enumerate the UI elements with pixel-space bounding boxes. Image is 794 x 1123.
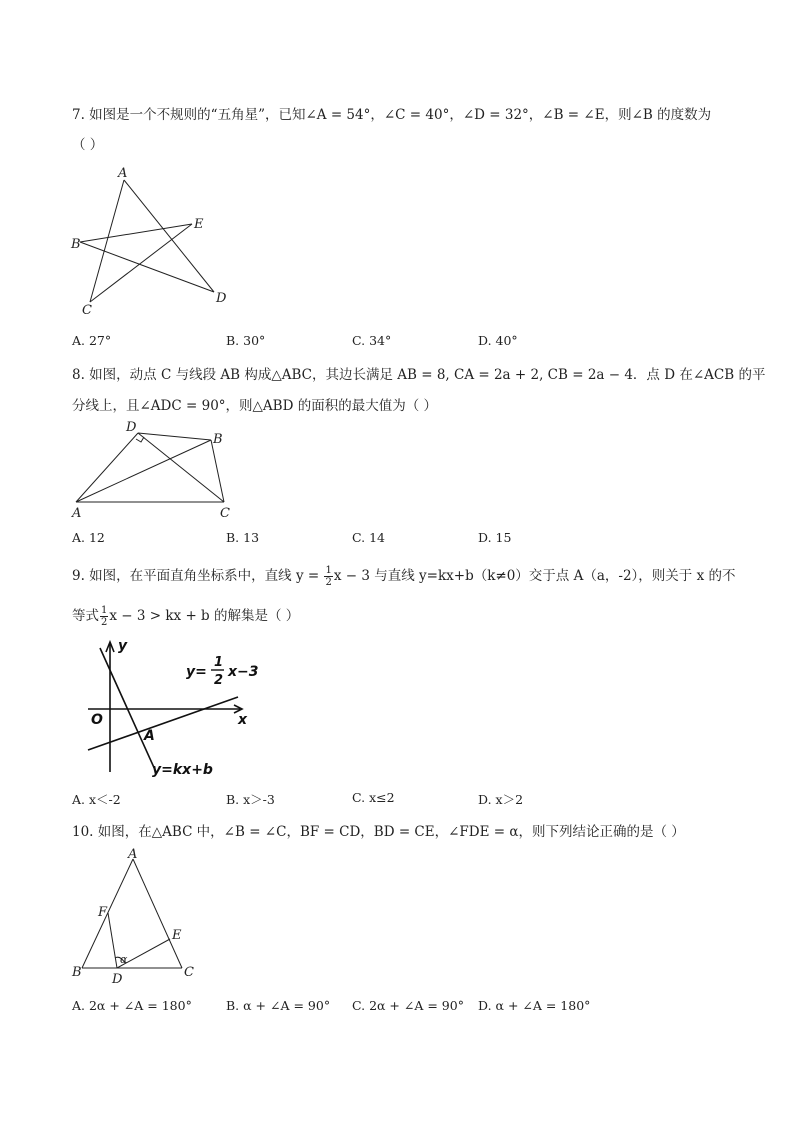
q8-stem-line2: 分线上，且∠ADC = 90°，则△ABD 的面积的最大值为（ ） <box>72 398 437 414</box>
q9-option-c[interactable]: C. x≤2 <box>352 790 395 805</box>
q10-label-b: B <box>72 965 82 980</box>
q10-label-alpha: α <box>120 953 128 966</box>
q9-label-y: y <box>118 638 128 654</box>
q9-frac-num-2: 1 <box>101 605 108 616</box>
q10-line-fd <box>108 913 117 968</box>
q10-label-e: E <box>172 928 182 943</box>
q7-label-c: C <box>82 303 92 318</box>
q7-label-a: A <box>118 166 128 181</box>
q10-label-c: C <box>184 965 194 980</box>
q8-triangle-figure <box>66 415 246 525</box>
q7-line-ac <box>90 180 124 302</box>
q10-line-ac <box>133 859 182 968</box>
q9-stem-line1-part1: 9. 如图，在平面直角坐标系中，直线 y = <box>72 568 324 584</box>
q10-label-a: A <box>128 847 138 862</box>
q9-stem-line2 <box>72 604 299 628</box>
q9-label-a: A <box>144 728 155 744</box>
q9-line-kx-b <box>100 648 156 772</box>
q8-label-b: B <box>213 432 223 447</box>
q8-option-a[interactable]: A. 12 <box>72 530 105 545</box>
q7-stem-line2: （ ） <box>72 137 104 153</box>
q9-frac-den-2: 2 <box>101 617 108 628</box>
q9-eq1-prefix: y= <box>186 664 207 680</box>
q7-star-figure <box>66 160 246 320</box>
q9-option-a[interactable]: A. x＜-2 <box>72 792 121 807</box>
q9-option-d[interactable]: D. x＞2 <box>478 792 524 807</box>
q8-label-a: A <box>72 506 82 521</box>
q9-option-b[interactable]: B. x＞-3 <box>226 792 275 807</box>
q9-coordinate-figure <box>80 632 280 782</box>
q7-stem-line1: 7. 如图是一个不规则的“五角星”，已知∠A = 54°，∠C = 40°，∠D = 32°，∠B = ∠E，则∠B 的度数为 <box>72 107 712 123</box>
q9-stem-line1 <box>72 564 736 588</box>
q10-option-b[interactable]: B. α + ∠A = 90° <box>226 998 331 1013</box>
q10-stem-line1: 10. 如图，在△ABC 中，∠B = ∠C，BF = CD，BD = CE，∠FDE = α，则下列结论正确的是（ ） <box>72 824 685 840</box>
q9-stem-line1-part2: x − 3 与直线 y=kx+b（k≠0）交于点 A（a，-2），则关于 x 的不 <box>333 568 736 584</box>
q10-label-f: F <box>98 905 108 920</box>
q7-option-b[interactable]: B. 30° <box>226 333 266 348</box>
q10-triangle-figure <box>66 845 216 990</box>
q8-line-ad <box>76 433 138 502</box>
q9-fraction-half-2 <box>100 605 108 628</box>
q9-stem-line2-part2: x − 3 > kx + b 的解集是（ ） <box>109 608 300 624</box>
q9-label-o: O <box>91 712 103 728</box>
q9-label-x: x <box>238 712 248 728</box>
q10-option-a[interactable]: A. 2α + ∠A = 180° <box>72 998 192 1013</box>
q8-line-db <box>138 433 211 440</box>
q8-option-b[interactable]: B. 13 <box>226 530 260 545</box>
q9-fraction-half <box>324 565 332 588</box>
q10-option-c[interactable]: C. 2α + ∠A = 90° <box>352 998 464 1013</box>
q7-option-c[interactable]: C. 34° <box>352 333 392 348</box>
q7-option-d[interactable]: D. 40° <box>478 333 518 348</box>
q10-line-ab <box>82 859 133 968</box>
q8-stem-line1: 8. 如图，动点 C 与线段 AB 构成△ABC，其边长满足 AB = 8, CA = 2a + 2, CB = 2a − 4．点 D 在∠ACB 的平 <box>72 367 766 383</box>
q9-eq1-num: 1 <box>214 655 224 670</box>
q7-line-ce <box>90 224 192 302</box>
q9-frac-den: 2 <box>325 577 332 588</box>
q9-eq2-label: y=kx+b <box>152 762 213 778</box>
q10-label-d: D <box>112 972 123 987</box>
q8-line-ab <box>76 440 211 502</box>
q10-option-d[interactable]: D. α + ∠A = 180° <box>478 998 591 1013</box>
q7-label-b: B <box>71 237 81 252</box>
q8-label-d: D <box>126 420 137 435</box>
q7-label-e: E <box>194 217 204 232</box>
q8-label-c: C <box>220 506 230 521</box>
q8-option-c[interactable]: C. 14 <box>352 530 385 545</box>
q7-line-be <box>80 224 192 242</box>
q7-option-a[interactable]: A. 27° <box>72 333 112 348</box>
q9-eq1-den: 2 <box>214 673 224 688</box>
q9-stem-line2-part1: 等式 <box>72 608 99 624</box>
q9-frac-num: 1 <box>325 565 332 576</box>
q7-label-d: D <box>216 291 227 306</box>
q8-option-d[interactable]: D. 15 <box>478 530 512 545</box>
q8-right-angle-mark <box>136 437 144 442</box>
q9-eq1-suffix: x−3 <box>228 664 259 680</box>
